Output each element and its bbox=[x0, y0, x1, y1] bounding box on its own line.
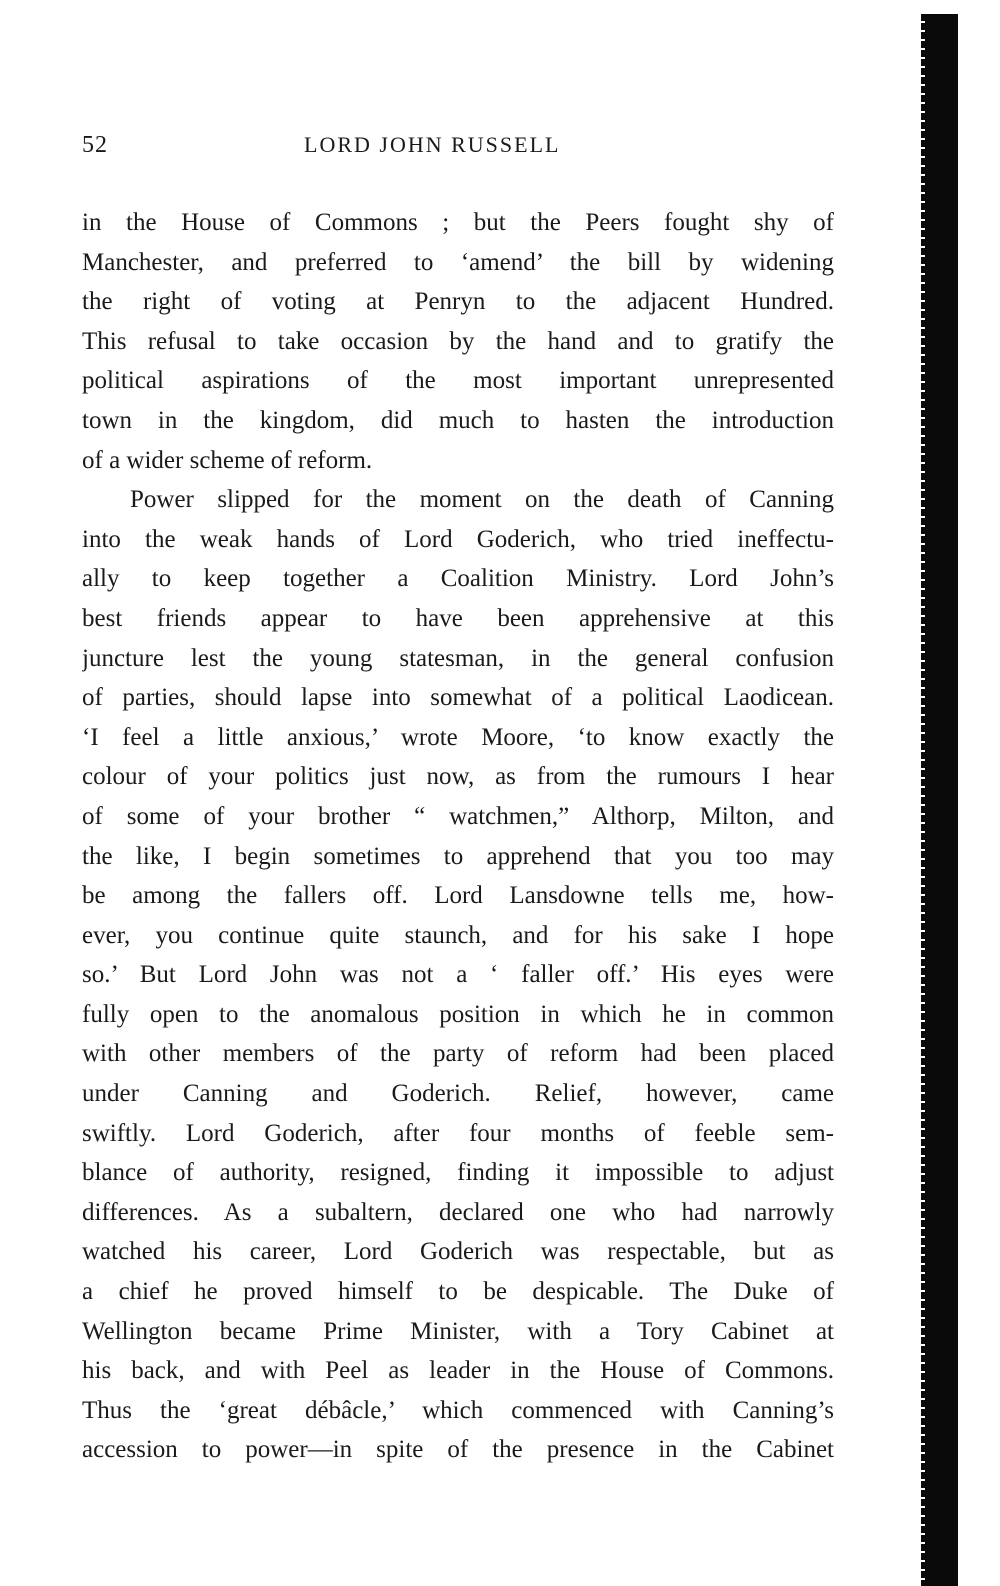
text-line: best friends appear to have been apprehensive at this bbox=[82, 604, 834, 632]
text-line: differences. As a subaltern, declared one who had narrowly bbox=[82, 1198, 834, 1226]
text-line: Power slipped for the moment on the death of Canning bbox=[130, 486, 834, 514]
text-line: juncture lest the young statesman, in the general confusion bbox=[82, 644, 834, 672]
body-text bbox=[82, 203, 834, 1470]
text-line: colour of your politics just now, as from the rumours I hear bbox=[82, 763, 834, 791]
text-line: of parties, should lapse into somewhat of a political Laodicean. bbox=[82, 684, 834, 712]
text-line: be among the fallers off. Lord Lansdowne tells me, how- bbox=[82, 882, 834, 910]
text-line: Wellington became Prime Minister, with a Tory Cabinet at bbox=[82, 1317, 834, 1345]
text-line: Thus the ‘great débâcle,’ which commenced with Canning’s bbox=[82, 1396, 834, 1424]
page-header bbox=[82, 132, 832, 172]
scan-binding-edge bbox=[924, 14, 958, 1586]
text-line: so.’ But Lord John was not a ‘ faller off.’ His eyes were bbox=[82, 961, 834, 989]
text-line: with other members of the party of reform had been placed bbox=[82, 1040, 834, 1068]
text-line: in the House of Commons ; but the Peers fought shy of bbox=[82, 209, 834, 236]
text-line: accession to power—in spite of the presence in the Cabinet bbox=[82, 1436, 834, 1464]
text-line: under Canning and Goderich. Relief, however, came bbox=[82, 1080, 834, 1108]
text-line: ever, you continue quite staunch, and for his sake I hope bbox=[82, 921, 834, 949]
text-line: swiftly. Lord Goderich, after four months of feeble sem- bbox=[82, 1119, 834, 1147]
text-line: Manchester, and preferred to ‘amend’ the bill by widening bbox=[82, 248, 834, 276]
text-line: town in the kingdom, did much to hasten the introduction bbox=[82, 406, 834, 434]
text-line: fully open to the anomalous position in which he in common bbox=[82, 1000, 834, 1028]
text-line: blance of authority, resigned, finding it impossible to adjust bbox=[82, 1159, 834, 1187]
text-line: his back, and with Peel as leader in the House of Commons. bbox=[82, 1357, 834, 1385]
running-head: LORD JOHN RUSSELL bbox=[304, 132, 561, 157]
text-line: ally to keep together a Coalition Ministry. Lord John’s bbox=[82, 565, 834, 593]
text-line: a chief he proved himself to be despicable. The Duke of bbox=[82, 1278, 834, 1306]
text-line: into the weak hands of Lord Goderich, who tried ineffectu- bbox=[82, 525, 834, 553]
text-line: watched his career, Lord Goderich was respectable, but as bbox=[82, 1238, 834, 1266]
text-line: ‘I feel a little anxious,’ wrote Moore, ‘to know exactly the bbox=[82, 723, 834, 751]
text-line: This refusal to take occasion by the hand and to gratify the bbox=[82, 327, 834, 355]
text-line: the like, I begin sometimes to apprehend that you too may bbox=[82, 842, 834, 870]
text-line: political aspirations of the most important unrepresented bbox=[82, 367, 834, 395]
text-line: of some of your brother “ watchmen,” Althorp, Milton, and bbox=[82, 802, 834, 830]
page-number: 52 bbox=[82, 132, 108, 158]
text-line: of a wider scheme of reform. bbox=[82, 446, 373, 474]
text-line: the right of voting at Penryn to the adjacent Hundred. bbox=[82, 288, 834, 316]
